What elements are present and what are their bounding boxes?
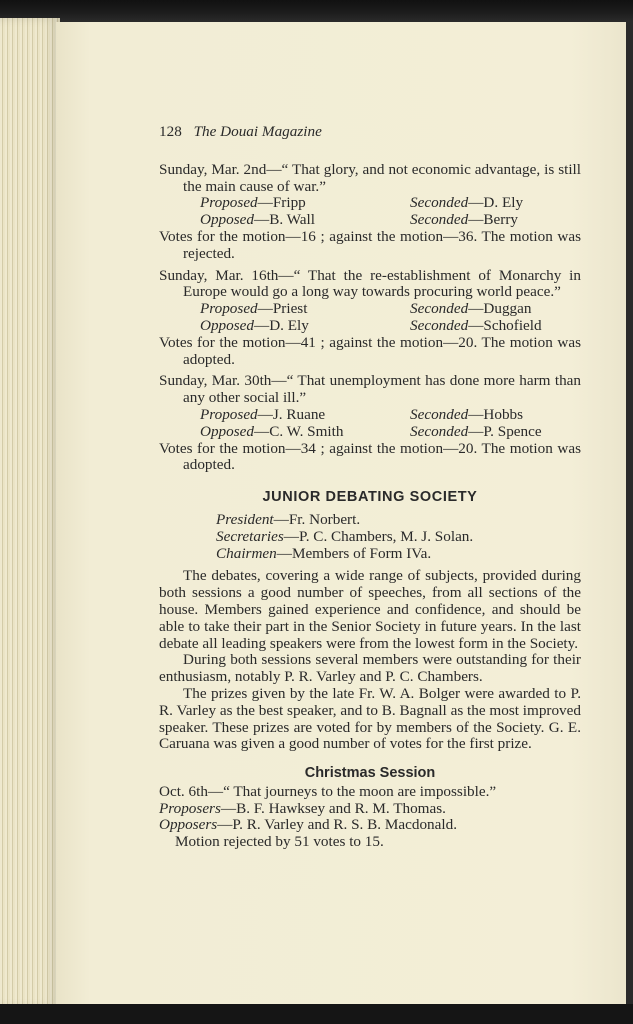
seconded-label: Seconded [410, 405, 469, 423]
debate-entry [159, 162, 581, 263]
debate-result: Votes for the motion—16 ; against the motion—36. The motion was rejected. [159, 227, 581, 262]
debate-result: Votes for the motion—34 ; against the motion—20. The motion was adopted. [159, 439, 581, 474]
proposed-label: Proposed [200, 194, 258, 212]
opposed-label: Opposed [200, 211, 254, 229]
opposed-name: —D. Ely [254, 316, 309, 334]
debate-motion: Sunday, Mar. 30th—“ That unemployment has done more harm than any other social ill.” [159, 372, 581, 407]
seconded-name: —Hobbs [468, 405, 524, 423]
officers-list [159, 512, 581, 562]
president-label: President [216, 510, 274, 528]
chairmen-label: Chairmen [216, 544, 277, 562]
opposed-name: —C. W. Smith [254, 422, 344, 440]
proposed-label: Proposed [200, 405, 258, 423]
opposers-label: Opposers [159, 816, 218, 834]
opposer-row [159, 424, 581, 441]
seconded-label: Seconded [410, 211, 469, 229]
proposed-name: —Fripp [257, 194, 306, 212]
seconded-name: —Schofield [468, 316, 542, 334]
opposers-names: —P. R. Varley and R. S. B. Macdonald. [217, 816, 457, 834]
secretaries-label: Secretaries [216, 527, 284, 545]
running-header [159, 124, 581, 141]
seconded-label: Seconded [410, 300, 469, 318]
proposed-name: —Priest [257, 300, 308, 318]
christmas-result: Motion rejected by 51 votes to 15. [175, 833, 384, 851]
paragraph: The debates, covering a wide range of subjects, provided during both sessions a good number of speeches, from all sections of the house. Members gained experience and confidence, and should be able to take their part in the Senior Society in future years. In the last debate all leading speakers were from the lowest form in the Society. [159, 567, 581, 652]
opposer-row [159, 318, 581, 335]
page-content [159, 124, 581, 851]
opposers-line [159, 817, 581, 834]
paragraph: During both sessions several members were outstanding for their enthusiasm, notably P. R. Varley and P. C. Chambers. [159, 651, 581, 686]
book-top-edge [0, 0, 633, 22]
section-heading: JUNIOR DEBATING SOCIETY [262, 489, 478, 506]
president-name: —Fr. Norbert. [273, 510, 361, 528]
proposers-names: —B. F. Hawksey and R. M. Thomas. [220, 799, 446, 817]
proposer-row [159, 195, 581, 212]
seconded-name: —D. Ely [468, 194, 524, 212]
book-right-edge [626, 22, 633, 1006]
proposers-line [159, 801, 581, 818]
subsection-heading: Christmas Session [304, 765, 436, 782]
seconded-name: —P. Spence [468, 422, 542, 440]
debate-motion: Sunday, Mar. 16th—“ That the re-establishment of Monarchy in Europe would go a long way towards procuring world peace.” [159, 266, 581, 301]
page-stack-edge [0, 18, 60, 1008]
christmas-motion: Oct. 6th—“ That journeys to the moon are impossible.” [159, 782, 497, 800]
debate-entry [159, 373, 581, 474]
debate-result: Votes for the motion—41 ; against the motion—20. The motion was adopted. [159, 333, 581, 368]
seconded-label: Seconded [410, 194, 469, 212]
proposer-row [159, 407, 581, 424]
magazine-title: The Douai Magazine [193, 123, 322, 140]
opposer-row [159, 212, 581, 229]
opposed-label: Opposed [200, 422, 254, 440]
president-line [216, 512, 581, 529]
opposed-label: Opposed [200, 316, 254, 334]
proposed-label: Proposed [200, 300, 258, 318]
chairmen-line [216, 546, 581, 563]
debate-entry [159, 268, 581, 369]
chairmen-names: —Members of Form IVa. [276, 544, 432, 562]
secretaries-line [216, 529, 581, 546]
seconded-label: Seconded [410, 422, 469, 440]
opposed-name: —B. Wall [254, 211, 315, 229]
seconded-label: Seconded [410, 316, 469, 334]
book-bottom-edge [0, 1004, 633, 1024]
debate-motion: Sunday, Mar. 2nd—“ That glory, and not economic advantage, is still the main cause of war.” [159, 160, 581, 195]
seconded-name: —Duggan [468, 300, 532, 318]
seconded-name: —Berry [468, 211, 518, 229]
proposers-label: Proposers [159, 799, 221, 817]
proposed-name: —J. Ruane [257, 405, 326, 423]
proposer-row [159, 301, 581, 318]
page-number: 128 [159, 123, 182, 140]
paragraph: The prizes given by the late Fr. W. A. Bolger were awarded to P. R. Varley as the best speaker, and to B. Bagnall as the most improved speaker. These prizes are voted for by members of the Society. G. E. Caruana was given a good number of votes for the first prize. [159, 684, 581, 753]
secretaries-names: —P. C. Chambers, M. J. Solan. [283, 527, 474, 545]
